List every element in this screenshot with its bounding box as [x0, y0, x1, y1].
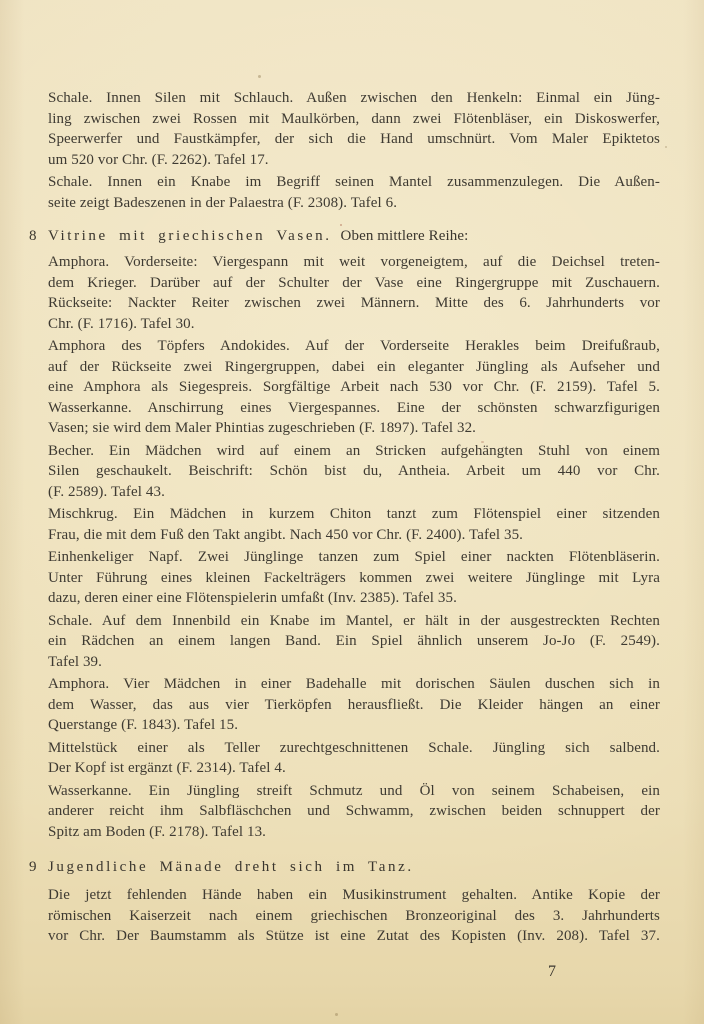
text-line: dem Wasser, das aus vier Tierköpfen herausfließt. Die Kleider hängen an einer	[48, 696, 660, 713]
section-title: Vitrine mit griechischen Vasen.	[48, 228, 332, 244]
text-line: vor Chr. Der Baumstamm als Stütze ist eine Zutat des Kopisten (Inv. 208). Tafel 37.	[48, 928, 660, 944]
catalog-entry	[48, 547, 660, 609]
catalog-entry	[48, 738, 660, 779]
text-line: eine Amphora als Siegespreis. Sorgfältige Arbeit nach 530 vor Chr. (F. 2159). Tafel 5.	[48, 379, 660, 395]
text-line: Amphora. Vorderseite: Viergespann mit weit vorgeneigtem, auf die Deichsel treten-	[48, 254, 660, 270]
text-line: Schale. Innen Silen mit Schlauch. Außen zwischen den Henkeln: Einmal ein Jüng-	[48, 90, 660, 106]
text-line: Wasserkanne. Ein Jüngling streift Schmutz und Öl von seinem Schabeisen, ein	[48, 782, 660, 799]
text-column	[29, 88, 660, 982]
section-heading-8	[29, 226, 660, 247]
catalog-entry	[48, 336, 660, 398]
catalog-entry	[48, 781, 660, 843]
paper-speck	[335, 1013, 338, 1016]
section-title: Jugendliche Mänade dreht sich im Tanz.	[48, 859, 414, 875]
text-line: Mittelstück einer als Teller zurechtgeschnittenen Schale. Jüngling sich salbend.	[48, 739, 660, 756]
catalog-entry	[48, 504, 660, 545]
paper-speck	[258, 75, 261, 78]
text-line: um 520 vor Chr. (F. 2262). Tafel 17.	[48, 151, 269, 168]
text-line: römischen Kaiserzeit nach einem griechischen Bronzeoriginal des 3. Jahrhunderts	[48, 907, 660, 924]
text-line: Frau, die mit dem Fuß den Takt angibt. Nach 450 vor Chr. (F. 2400). Tafel 35.	[48, 526, 524, 543]
catalog-entry	[48, 885, 660, 947]
catalog-entry	[48, 398, 660, 439]
page-number: 7	[548, 962, 556, 980]
text-line: Einhenkeliger Napf. Zwei Jünglinge tanzen zum Spiel einer nackten Flötenbläserin.	[48, 549, 660, 565]
text-line: Amphora des Töpfers Andokides. Auf der Vorderseite Herakles beim Dreifußraub,	[48, 338, 660, 354]
section-subtitle: Oben mittlere Reihe:	[340, 228, 469, 244]
catalog-entry	[48, 674, 660, 736]
text-line: Amphora. Vier Mädchen in einer Badehalle mit dorischen Säulen duschen sich in	[48, 676, 660, 692]
text-line: seite zeigt Badeszenen in der Palaestra (F. 2308). Tafel 6.	[48, 194, 398, 211]
text-line: Der Kopf ist ergänzt (F. 2314). Tafel 4.	[48, 760, 286, 776]
text-line: Wasserkanne. Anschirrung eines Viergespannes. Eine der schönsten schwarzfigurigen	[48, 399, 660, 416]
text-line: Spitz am Boden (F. 2178). Tafel 13.	[48, 823, 267, 840]
text-line: ein Rädchen an einem langen Band. Ein Spiel ähnlich unserem Jo-Jo (F. 2549).	[48, 633, 660, 649]
text-line: ling zwischen zwei Rossen mit Maulkörben, dann zwei Flötenbläser, ein Diskoswerfer,	[48, 110, 660, 127]
catalog-entry	[48, 172, 660, 213]
catalog-entry	[48, 441, 660, 503]
text-line: (F. 2589). Tafel 43.	[48, 483, 165, 500]
text-line: Chr. (F. 1716). Tafel 30.	[48, 315, 195, 332]
text-line: Die jetzt fehlenden Hände haben ein Musikinstrument gehalten. Antike Kopie der	[48, 887, 660, 903]
paper-speck	[665, 146, 667, 148]
text-line: Mischkrug. Ein Mädchen in kurzem Chiton tanzt zum Flötenspiel einer sitzenden	[48, 506, 660, 522]
section-heading-9	[29, 857, 660, 878]
section-number: 9	[29, 859, 37, 875]
text-line: auf der Rückseite zwei Ringergruppen, dabei ein eleganter Jüngling als Aufseher und	[48, 358, 660, 375]
text-line: dem Krieger. Darüber auf der Schulter der Vase eine Ringergruppe mit Zuschauern.	[48, 274, 660, 291]
section-number: 8	[29, 228, 37, 244]
catalog-entry	[48, 611, 660, 673]
text-line: dazu, deren einer eine Flötenspielerin umfaßt (Inv. 2385). Tafel 35.	[48, 590, 457, 606]
catalog-entry	[48, 252, 660, 334]
text-line: Vasen; sie wird dem Maler Phintias zugeschrieben (F. 1897). Tafel 32.	[48, 420, 477, 436]
catalog-entry	[48, 88, 660, 170]
text-line: Schale. Innen ein Knabe im Begriff seinen Mantel zusammenzulegen. Die Außen-	[48, 174, 660, 190]
text-line: Speerwerfer und Faustkämpfer, der sich die Hand umschnürt. Vom Maler Epiktetos	[48, 131, 660, 147]
text-line: Unter Führung eines kleinen Fackelträgers kommen zwei weitere Jünglinge mit Lyra	[48, 569, 660, 586]
text-line: Tafel 39.	[48, 653, 102, 670]
text-line: Rückseite: Nackter Reiter zwischen zwei Männern. Mitte des 6. Jahrhunderts vor	[48, 295, 660, 311]
text-line: Becher. Ein Mädchen wird auf einem an Stricken aufgehängten Stuhl von einem	[48, 442, 660, 459]
text-line: anderer reicht ihm Salbfläschchen und Schwamm, zwischen beiden schnuppert der	[48, 803, 660, 819]
text-line: Silen geschaukelt. Beischrift: Schön bist du, Antheia. Arbeit um 440 vor Chr.	[48, 463, 660, 479]
text-line: Schale. Auf dem Innenbild ein Knabe im Mantel, er hält in der ausgestreckten Rechten	[48, 612, 660, 629]
text-line: Querstange (F. 1843). Tafel 15.	[48, 717, 239, 733]
